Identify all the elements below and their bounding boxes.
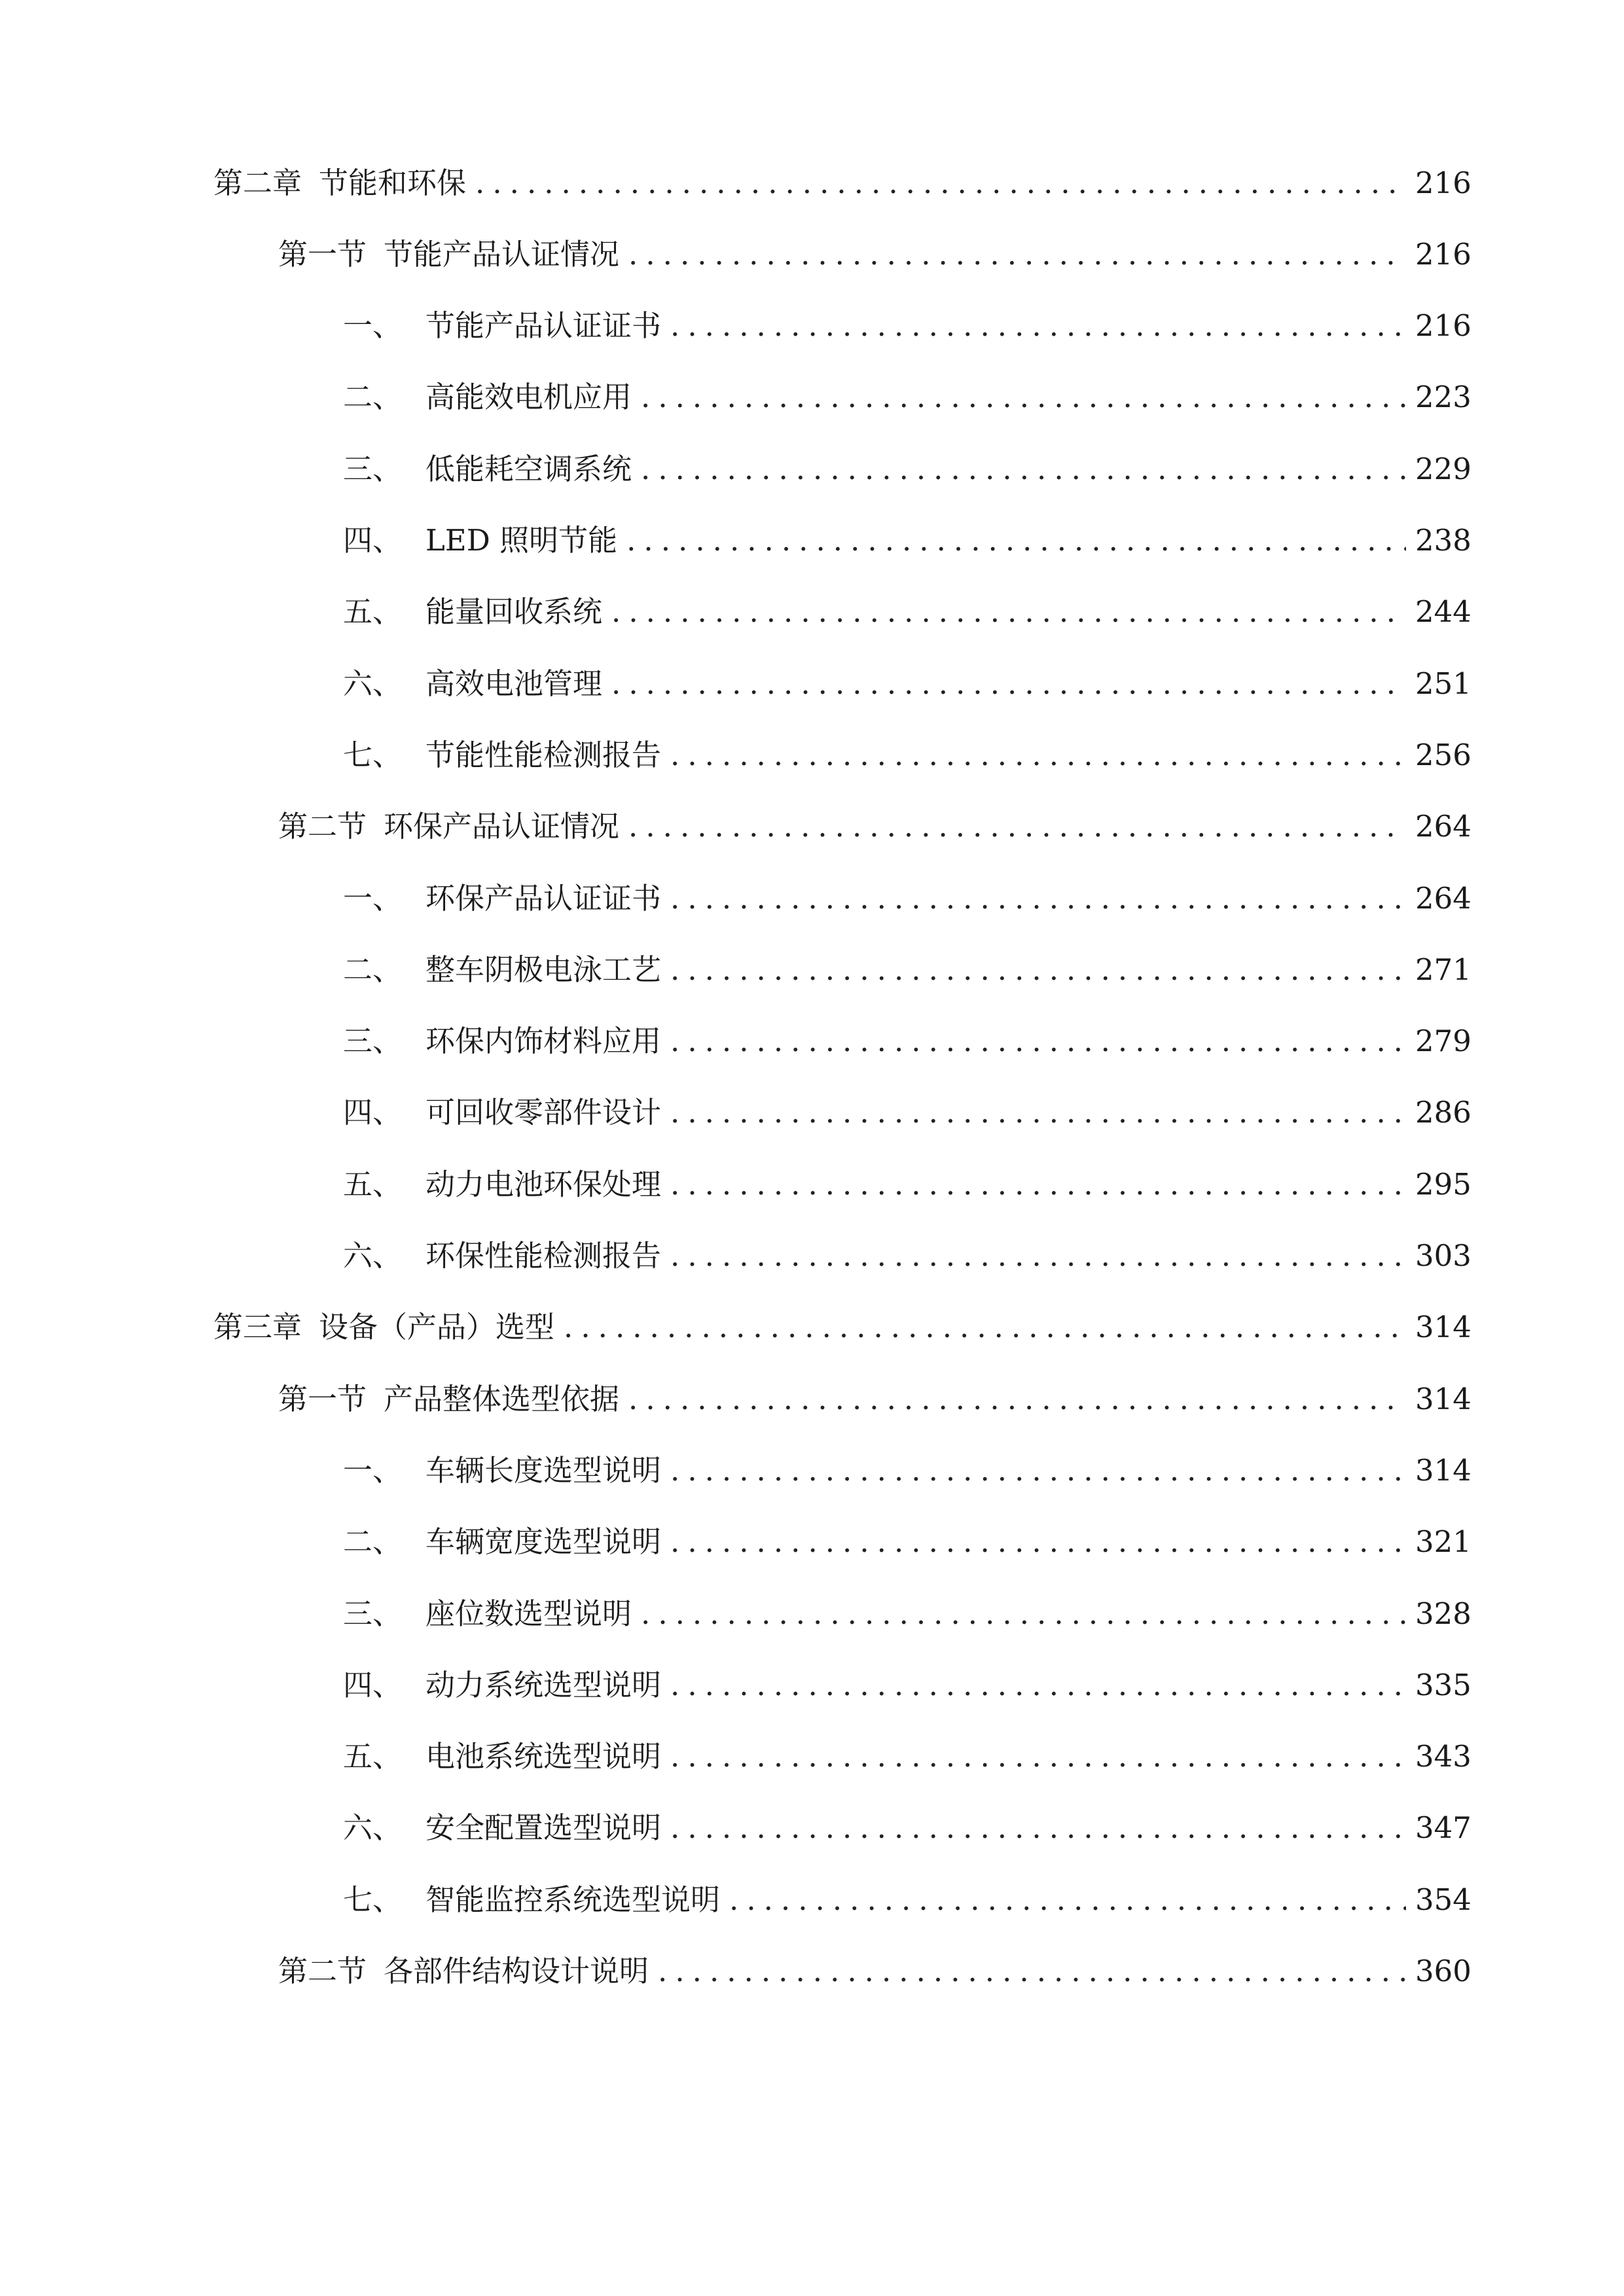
toc-page-number: 314 — [1415, 1310, 1471, 1345]
toc-subsection-entry[interactable] — [0, 1792, 1624, 1864]
toc-entry-number: 五、 — [343, 1739, 403, 1774]
toc-entry-number: 二、 — [343, 952, 403, 987]
toc-entry-number: 第一节 — [278, 1381, 367, 1416]
toc-section-entry[interactable] — [0, 1363, 1624, 1435]
toc-entry-title: 环保内饰材料应用 — [425, 1024, 662, 1059]
toc-entry-title: 可回收零部件设计 — [425, 1095, 662, 1130]
toc-entry-number: 五、 — [343, 1166, 403, 1202]
toc-page-number: 223 — [1415, 380, 1471, 415]
toc-dot-leader — [628, 1384, 1406, 1414]
toc-entry-number: 七、 — [343, 737, 403, 772]
toc-entry-title: 动力电池环保处理 — [425, 1166, 662, 1202]
toc-dot-leader — [670, 884, 1406, 913]
toc-dot-leader — [564, 1312, 1406, 1342]
toc-entry-title: 节能和环保 — [319, 165, 467, 200]
toc-subsection-entry[interactable] — [0, 1148, 1624, 1220]
toc-entry-number: 一、 — [343, 880, 403, 916]
toc-subsection-entry[interactable] — [0, 433, 1624, 505]
toc-chapter-entry[interactable] — [0, 147, 1624, 219]
toc-page-number: 279 — [1415, 1024, 1471, 1059]
toc-entry-number: 第一节 — [278, 236, 367, 272]
toc-page-number: 229 — [1415, 451, 1471, 486]
toc-dot-leader — [670, 1098, 1406, 1127]
toc-entry-title: 高能效电机应用 — [425, 380, 632, 415]
toc-entry-title: 低能耗空调系统 — [425, 451, 632, 486]
toc-entry-number: 第二章 — [213, 165, 302, 200]
toc-entry-number: 六、 — [343, 666, 403, 701]
toc-subsection-entry[interactable] — [0, 1220, 1624, 1292]
toc-page-number: 314 — [1415, 1381, 1471, 1416]
toc-entry-number: 四、 — [343, 523, 403, 558]
toc-entry-title: 节能产品认证情况 — [384, 236, 620, 272]
toc-dot-leader — [670, 1742, 1406, 1771]
toc-page-number: 256 — [1415, 737, 1471, 772]
toc-page-number: 271 — [1415, 952, 1471, 987]
toc-page-number: 238 — [1415, 523, 1471, 558]
toc-entry-title: 设备（产品）选型 — [319, 1310, 555, 1345]
toc-dot-leader — [670, 740, 1406, 770]
toc-entry-number: 第二节 — [278, 1954, 367, 1988]
toc-subsection-entry[interactable] — [0, 647, 1624, 719]
toc-page-number: 303 — [1415, 1238, 1471, 1273]
toc-dot-leader — [670, 1527, 1406, 1556]
toc-entry-number: 五、 — [343, 594, 403, 630]
toc-section-entry[interactable] — [0, 218, 1624, 290]
toc-page-number: 286 — [1415, 1095, 1471, 1130]
toc-page-number: 321 — [1415, 1524, 1471, 1560]
toc-subsection-entry[interactable] — [0, 719, 1624, 791]
toc-dot-leader — [628, 812, 1406, 841]
toc-entry-title: 高效电池管理 — [425, 666, 603, 701]
toc-entry-title: 环保产品认证情况 — [384, 809, 620, 844]
toc-dot-leader — [670, 1170, 1406, 1199]
toc-entry-number: 二、 — [343, 1524, 403, 1560]
toc-dot-leader — [670, 1813, 1406, 1842]
toc-entry-number: 六、 — [343, 1238, 403, 1273]
toc-dot-leader — [658, 1956, 1406, 1986]
toc-dot-leader — [475, 168, 1406, 198]
toc-entry-title: 电池系统选型说明 — [425, 1739, 662, 1774]
toc-entry-title: 整车阴极电泳工艺 — [425, 952, 662, 987]
toc-subsection-entry[interactable] — [0, 1434, 1624, 1506]
toc-dot-leader — [628, 240, 1406, 269]
toc-entry-number: 三、 — [343, 1024, 403, 1059]
toc-page-number: 216 — [1415, 236, 1471, 272]
toc-subsection-entry[interactable] — [0, 862, 1624, 934]
toc-page-number: 328 — [1415, 1596, 1471, 1631]
toc-subsection-entry[interactable] — [0, 1649, 1624, 1721]
toc-entry-title: 能量回收系统 — [425, 594, 603, 630]
toc-entry-number: 七、 — [343, 1882, 403, 1917]
toc-entry-title: 动力系统选型说明 — [425, 1667, 662, 1702]
toc-subsection-entry[interactable] — [0, 1506, 1624, 1578]
toc-entry-title: 智能监控系统选型说明 — [425, 1882, 721, 1917]
toc-page-number: 216 — [1415, 165, 1471, 200]
toc-subsection-entry[interactable] — [0, 1721, 1624, 1793]
toc-page-number: 354 — [1415, 1882, 1471, 1917]
toc-entry-number: 四、 — [343, 1667, 403, 1702]
toc-entry-number: 一、 — [343, 308, 403, 344]
toc-section-entry[interactable] — [0, 1935, 1624, 2007]
toc-entry-title: 环保性能检测报告 — [425, 1238, 662, 1273]
toc-dot-leader — [670, 1241, 1406, 1270]
toc-page-number: 347 — [1415, 1810, 1471, 1846]
toc-entry-title: 车辆长度选型说明 — [425, 1452, 662, 1488]
toc-entry-number: 二、 — [343, 380, 403, 415]
toc-dot-leader — [670, 955, 1406, 984]
toc-dot-leader — [670, 1670, 1406, 1700]
toc-subsection-entry[interactable] — [0, 1077, 1624, 1149]
toc-entry-title: 座位数选型说明 — [425, 1596, 632, 1631]
toc-entry-number: 三、 — [343, 451, 403, 486]
toc-page-number: 343 — [1415, 1739, 1471, 1774]
toc-dot-leader — [670, 1026, 1406, 1056]
toc-entry-title: 节能产品认证证书 — [425, 308, 662, 344]
toc-entry-number: 第三章 — [213, 1310, 302, 1345]
toc-dot-leader — [611, 597, 1406, 626]
toc-subsection-entry[interactable] — [0, 1005, 1624, 1077]
toc-page-number: 295 — [1415, 1166, 1471, 1202]
toc-entry-number: 一、 — [343, 1452, 403, 1488]
toc-chapter-entry[interactable] — [0, 1291, 1624, 1363]
toc-subsection-entry[interactable] — [0, 576, 1624, 648]
toc-entry-title: 安全配置选型说明 — [425, 1810, 662, 1846]
toc-entry-number: 六、 — [343, 1810, 403, 1846]
toc-dot-leader — [641, 382, 1406, 412]
toc-section-entry[interactable] — [0, 791, 1624, 863]
toc-page-number: 360 — [1415, 1954, 1471, 1988]
toc-subsection-entry[interactable] — [0, 933, 1624, 1005]
toc-page-number: 314 — [1415, 1452, 1471, 1488]
toc-dot-leader — [729, 1885, 1406, 1914]
toc-entry-number: 四、 — [343, 1095, 403, 1130]
toc-page-number: 264 — [1415, 880, 1471, 916]
toc-entry-title: 环保产品认证证书 — [425, 880, 662, 916]
toc-entry-title: 节能性能检测报告 — [425, 737, 662, 772]
toc-dot-leader — [626, 526, 1406, 555]
toc-entry-title: 各部件结构设计说明 — [384, 1954, 649, 1988]
toc-dot-leader — [670, 1456, 1406, 1485]
toc-subsection-entry[interactable] — [0, 505, 1624, 577]
toc-dot-leader — [641, 1599, 1406, 1628]
toc-dot-leader — [641, 454, 1406, 484]
toc-page-number: 216 — [1415, 308, 1471, 344]
toc-entry-title: 产品整体选型依据 — [384, 1381, 620, 1416]
toc-page-number: 244 — [1415, 594, 1471, 630]
toc-entry-title: 车辆宽度选型说明 — [425, 1524, 662, 1560]
toc-subsection-entry[interactable] — [0, 1863, 1624, 1935]
toc-entry-title: LED 照明节能 — [425, 523, 618, 558]
toc-page-number: 335 — [1415, 1667, 1471, 1702]
toc-subsection-entry[interactable] — [0, 290, 1624, 362]
toc-page-number: 251 — [1415, 666, 1471, 701]
toc-entry-number: 三、 — [343, 1596, 403, 1631]
toc-dot-leader — [670, 311, 1406, 340]
toc-page-number: 264 — [1415, 809, 1471, 844]
toc-entry-number: 第二节 — [278, 809, 367, 844]
toc-subsection-entry[interactable] — [0, 1577, 1624, 1649]
toc-dot-leader — [611, 669, 1406, 698]
toc-subsection-entry[interactable] — [0, 361, 1624, 433]
